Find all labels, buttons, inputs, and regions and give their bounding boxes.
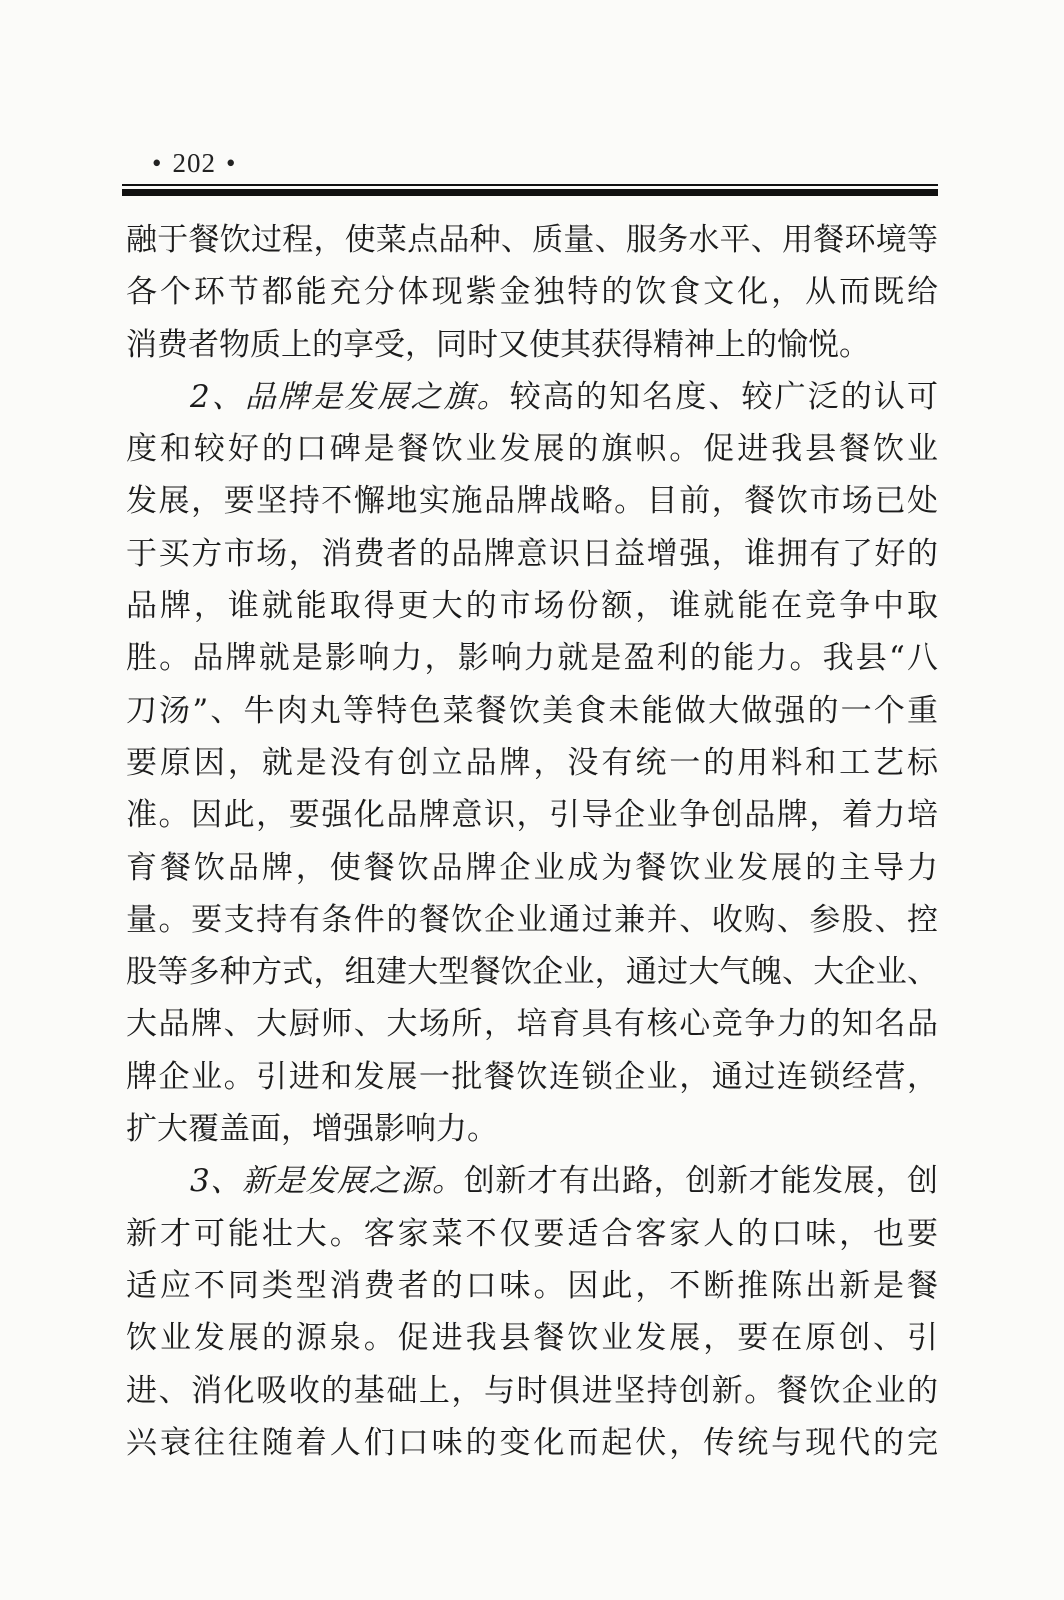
text-line: 大品牌、大厨师、大场所，培育具有核心竞争力的知名品 bbox=[126, 1006, 938, 1043]
text-line-rest: 创新才有出路，创新才能发展，创 bbox=[463, 1163, 938, 1200]
text-line: 牌企业。引进和发展一批餐饮连锁企业，通过连锁经营， bbox=[126, 1058, 938, 1095]
text-line: 进、消化吸收的基础上，与时俱进坚持创新。餐饮企业的 bbox=[126, 1372, 938, 1409]
text-line-heading-2 bbox=[126, 371, 938, 423]
text-line: 发展，要坚持不懈地实施品牌战略。目前，餐饮市场已处 bbox=[126, 483, 938, 520]
text-line: 胜。品牌就是影响力，影响力就是盈利的能力。我县“八 bbox=[126, 640, 938, 677]
header-bullet-left: • bbox=[152, 148, 163, 178]
text-line: 刀汤”、牛肉丸等特色菜餐饮美食未能做大做强的一个重 bbox=[126, 692, 938, 729]
section-heading-2: 2、品牌是发展之旗。 bbox=[190, 378, 510, 415]
text-line-rest: 较高的知名度、较广泛的认可 bbox=[509, 378, 938, 415]
text-line: 量。要支持有条件的餐饮企业通过兼并、收购、参股、控 bbox=[126, 901, 938, 938]
text-line: 要原因，就是没有创立品牌，没有统一的用料和工艺标 bbox=[126, 744, 938, 781]
page-number: 202 bbox=[172, 148, 216, 178]
text-line: 度和较好的口碑是餐饮业发展的旗帜。促进我县餐饮业 bbox=[126, 431, 938, 468]
text-line: 兴衰往往随着人们口味的变化而起伏，传统与现代的完 bbox=[126, 1424, 938, 1461]
text-line: 各个环节都能充分体现紫金独特的饮食文化，从而既给 bbox=[126, 274, 938, 311]
text-line: 新才可能壮大。客家菜不仅要适合客家人的口味，也要 bbox=[126, 1215, 938, 1252]
text-line: 育餐饮品牌，使餐饮品牌企业成为餐饮业发展的主导力 bbox=[126, 849, 938, 886]
header-rule-thin bbox=[122, 184, 938, 186]
page-header bbox=[142, 148, 246, 179]
text-line: 饮业发展的源泉。促进我县餐饮业发展，要在原创、引 bbox=[126, 1320, 938, 1357]
text-line: 消费者物质上的享受，同时又使其获得精神上的愉悦。 bbox=[126, 326, 870, 363]
text-line: 股等多种方式，组建大型餐饮企业，通过大气魄、大企业、 bbox=[126, 954, 938, 991]
text-line: 扩大覆盖面，增强影响力。 bbox=[126, 1111, 498, 1148]
header-rule-thick bbox=[122, 189, 938, 196]
header-bullet-right: • bbox=[225, 148, 237, 178]
text-line: 准。因此，要强化品牌意识，引导企业争创品牌，着力培 bbox=[126, 797, 938, 834]
text-line: 融于餐饮过程，使菜点品种、质量、服务水平、用餐环境等 bbox=[126, 222, 938, 258]
section-heading-3: 3、新是发展之源。 bbox=[190, 1163, 464, 1200]
text-line: 适应不同类型消费者的口味。因此，不断推陈出新是餐 bbox=[126, 1267, 938, 1304]
text-line: 品牌，谁就能取得更大的市场份额，谁就能在竞争中取 bbox=[126, 588, 938, 625]
text-line-heading-3 bbox=[126, 1155, 938, 1207]
body-text bbox=[126, 214, 938, 1469]
text-line: 于买方市场，消费者的品牌意识日益增强，谁拥有了好的 bbox=[126, 535, 938, 572]
